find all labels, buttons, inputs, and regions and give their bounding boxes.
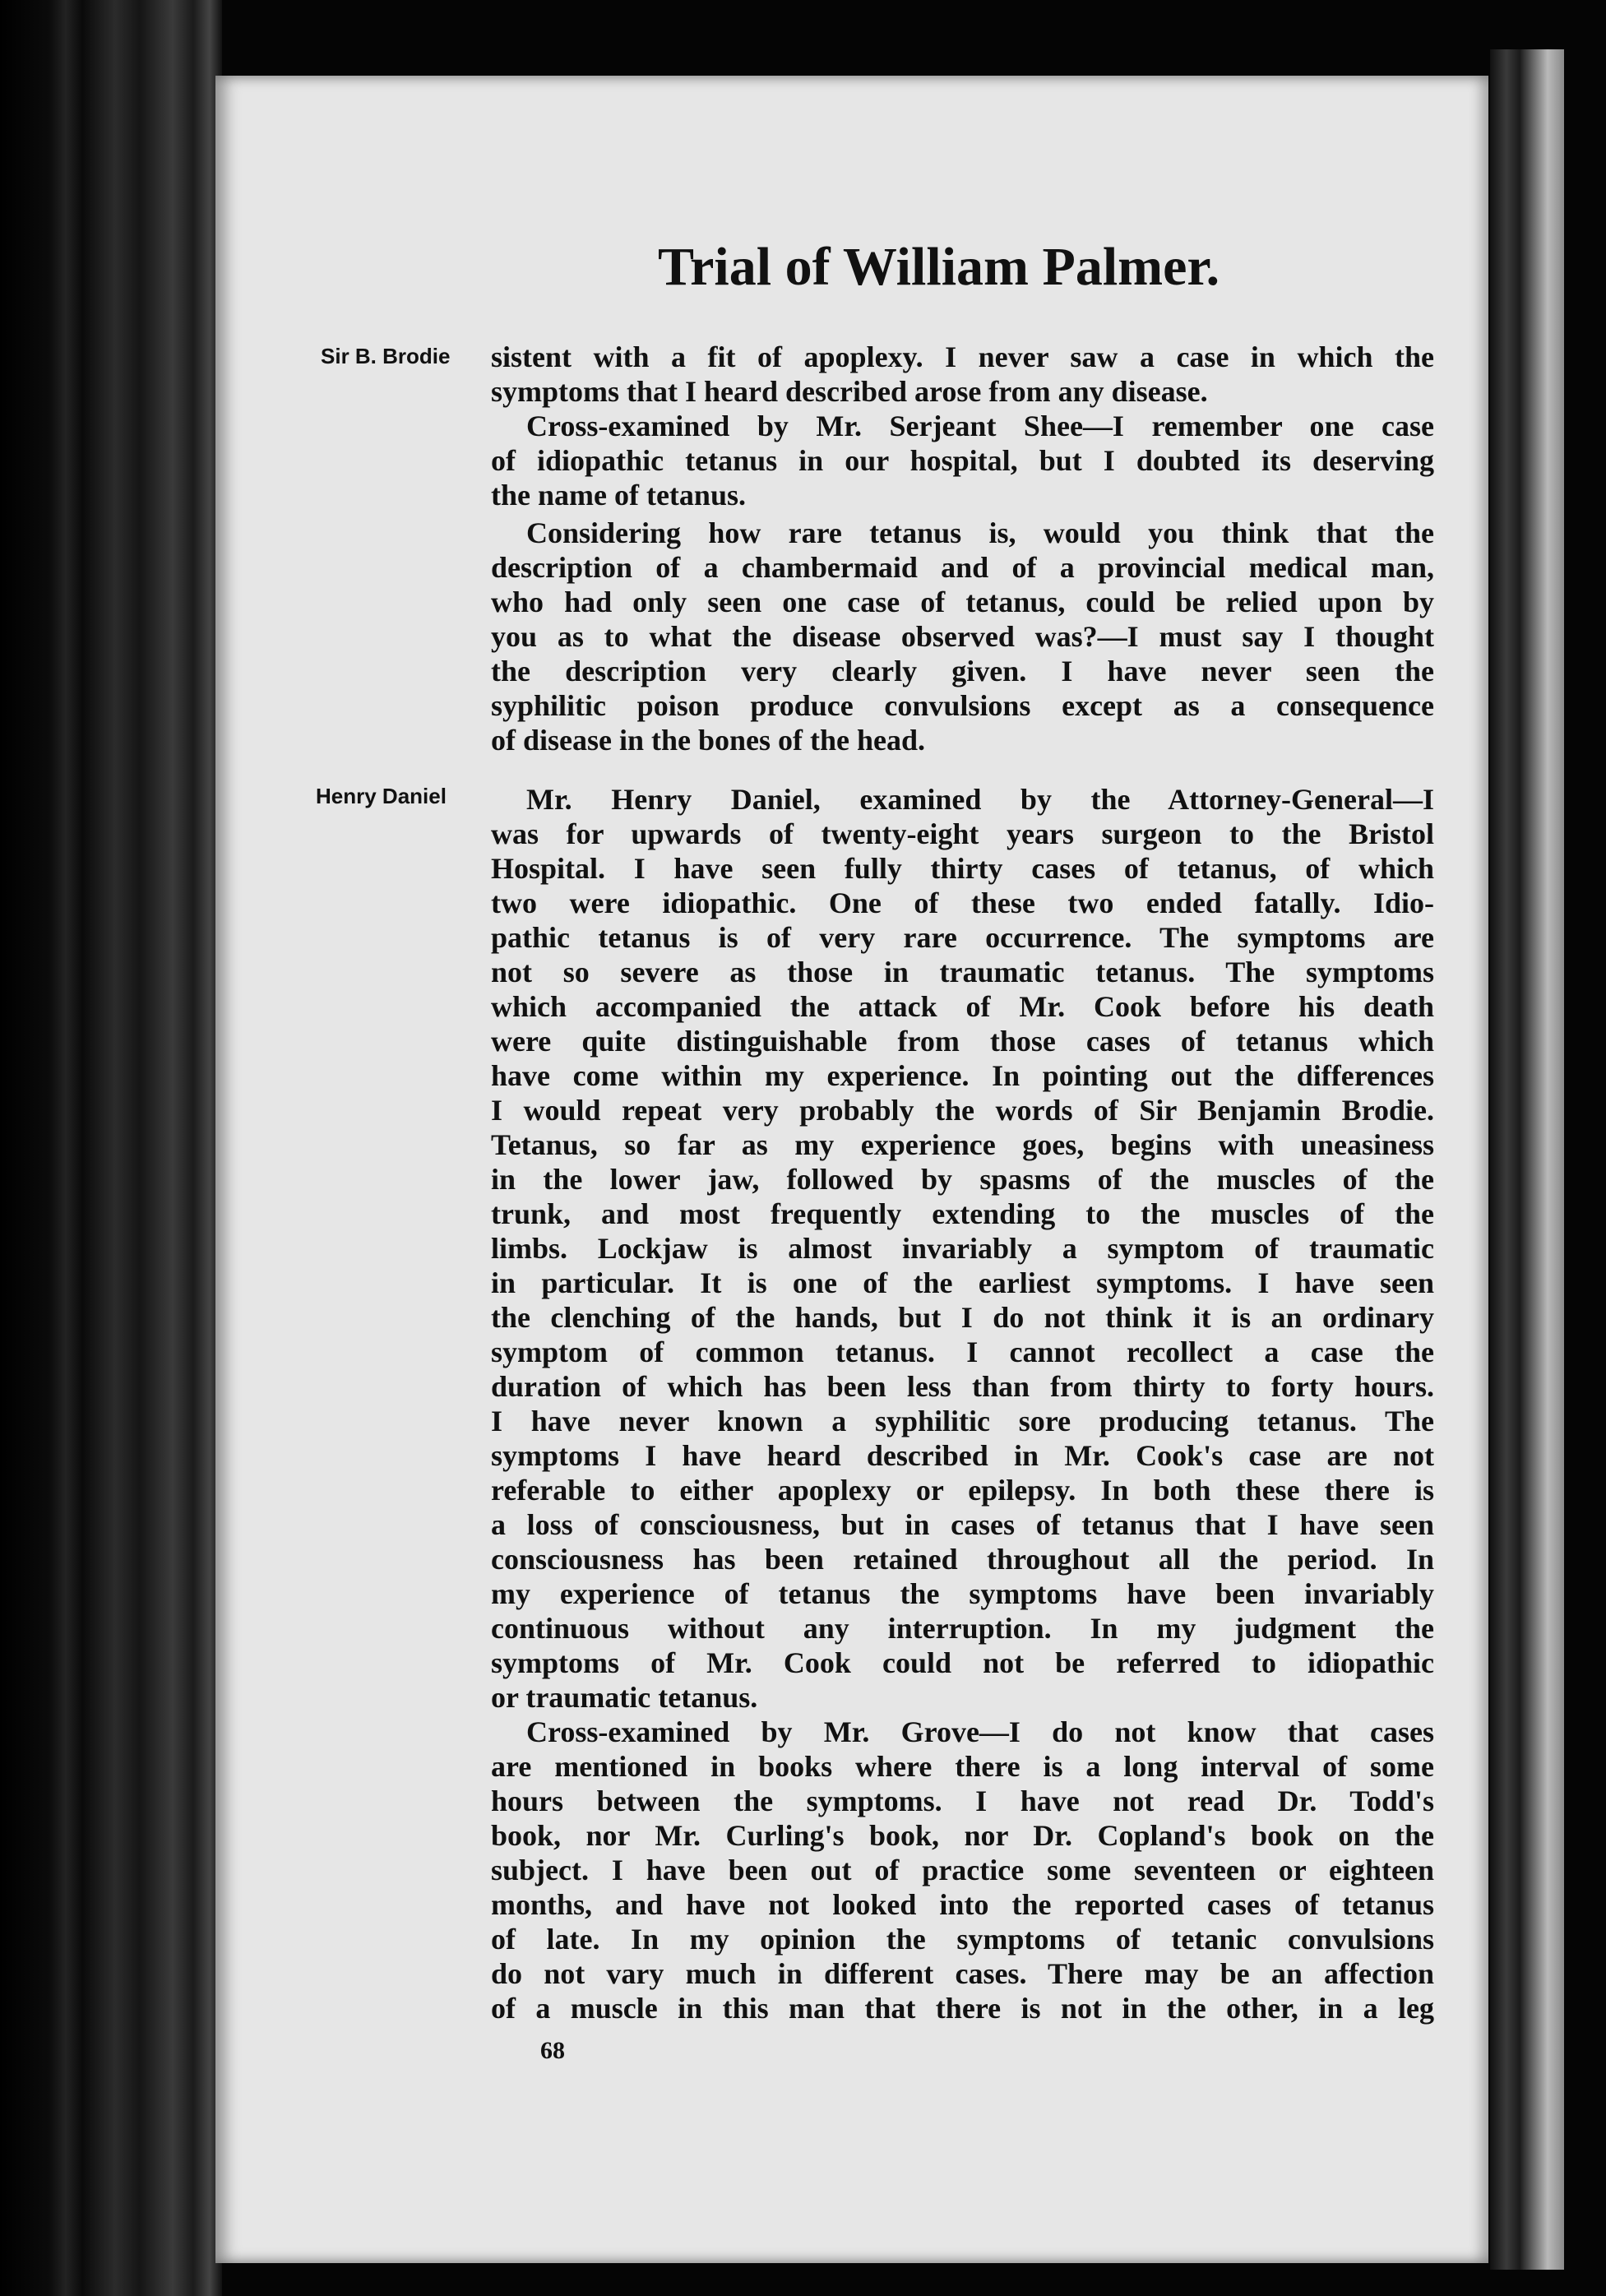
text-line: trunk, and most frequently extending to the muscles of the xyxy=(491,1197,1434,1230)
text-line: Cross-examined by Mr. Serjeant Shee—I remember one case xyxy=(526,410,1434,442)
text-line: in the lower jaw, followed by spasms of the muscles of the xyxy=(491,1163,1434,1196)
text-line: my experience of tetanus the symptoms have been invariably xyxy=(491,1577,1434,1610)
text-line: in particular. It is one of the earliest symptoms. I have seen xyxy=(491,1266,1434,1299)
text-line: the clenching of the hands, but I do not think it is an ordinary xyxy=(491,1301,1434,1334)
text-line: were quite distinguishable from those cases of tetanus which xyxy=(491,1025,1434,1058)
text-line: do not vary much in different cases. There may be an affection xyxy=(491,1957,1434,1990)
text-line: two were idiopathic. One of these two ended fatally. Idio- xyxy=(491,886,1434,919)
text-line: of a muscle in this man that there is not in the other, in a leg xyxy=(491,1992,1434,2025)
text-line: consciousness has been retained throughout all the period. In xyxy=(491,1543,1434,1576)
text-line: syphilitic poison produce convulsions except as a consequence xyxy=(491,689,1434,722)
text-line: symptoms that I heard described arose from any disease. xyxy=(491,375,1208,408)
text-line: months, and have not looked into the reported cases of tetanus xyxy=(491,1888,1434,1921)
text-line: subject. I have been out of practice some seventeen or eighteen xyxy=(491,1854,1434,1886)
text-line: continuous without any interruption. In my judgment the xyxy=(491,1612,1434,1645)
text-line: who had only seen one case of tetanus, could be relied upon by xyxy=(491,586,1434,618)
text-line: of disease in the bones of the head. xyxy=(491,724,926,757)
text-line: the description very clearly given. I have never seen the xyxy=(491,655,1434,687)
text-line: Cross-examined by Mr. Grove—I do not know that cases xyxy=(526,1715,1434,1748)
text-line: not so severe as those in traumatic tetanus. The symptoms xyxy=(491,956,1434,988)
text-line: symptoms of Mr. Cook could not be referred to idiopathic xyxy=(491,1646,1434,1679)
text-line: referable to either apoplexy or epilepsy. In both these there is xyxy=(491,1474,1434,1507)
text-line: description of a chambermaid and of a provincial medical man, xyxy=(491,551,1434,584)
text-line: limbs. Lockjaw is almost invariably a symptom of traumatic xyxy=(491,1232,1434,1265)
text-line: are mentioned in books where there is a long interval of some xyxy=(491,1750,1434,1783)
sidenote-brodie: Sir B. Brodie xyxy=(321,344,451,368)
text-line: of late. In my opinion the symptoms of tetanic convulsions xyxy=(491,1923,1434,1956)
page-number: 68 xyxy=(540,2037,565,2064)
text-line: hours between the symptoms. I have not read Dr. Todd's xyxy=(491,1784,1434,1817)
text-line: book, nor Mr. Curling's book, nor Dr. Copland's book on the xyxy=(491,1819,1434,1852)
text-line: Tetanus, so far as my experience goes, begins with uneasiness xyxy=(491,1128,1434,1161)
text-line: Hospital. I have seen fully thirty cases of tetanus, of which xyxy=(491,852,1434,885)
text-line: the name of tetanus. xyxy=(491,479,746,512)
text-line: or traumatic tetanus. xyxy=(491,1681,758,1714)
facing-page-edge xyxy=(1490,49,1564,2270)
text-line: sistent with a fit of apoplexy. I never saw a case in which the xyxy=(491,340,1434,373)
text-line: Considering how rare tetanus is, would you think that the xyxy=(526,516,1434,549)
text-line: pathic tetanus is of very rare occurrence. The symptoms are xyxy=(491,921,1434,954)
text-line: which accompanied the attack of Mr. Cook before his death xyxy=(491,990,1434,1023)
text-line: I would repeat very probably the words of Sir Benjamin Brodie. xyxy=(491,1094,1434,1127)
text-line: I have never known a syphilitic sore producing tetanus. The xyxy=(491,1405,1434,1437)
text-line: symptoms I have heard described in Mr. Cook's case are not xyxy=(491,1439,1434,1472)
text-line: have come within my experience. In pointing out the differences xyxy=(491,1059,1434,1092)
text-line: was for upwards of twenty-eight years surgeon to the Bristol xyxy=(491,817,1434,850)
sidenote-daniel: Henry Daniel xyxy=(316,784,447,808)
text-line: you as to what the disease observed was?—I must say I thought xyxy=(491,620,1434,653)
text-line: Mr. Henry Daniel, examined by the Attorney-General—I xyxy=(526,783,1434,816)
text-line: a loss of consciousness, but in cases of tetanus that I have seen xyxy=(491,1508,1434,1541)
text-line: duration of which has been less than from thirty to forty hours. xyxy=(491,1370,1434,1403)
text-line: of idiopathic tetanus in our hospital, but I doubted its deserving xyxy=(491,444,1434,477)
book-binding-edge xyxy=(0,0,222,2296)
text-line: symptom of common tetanus. I cannot recollect a case the xyxy=(491,1335,1434,1368)
running-title: Trial of William Palmer. xyxy=(658,237,1220,297)
